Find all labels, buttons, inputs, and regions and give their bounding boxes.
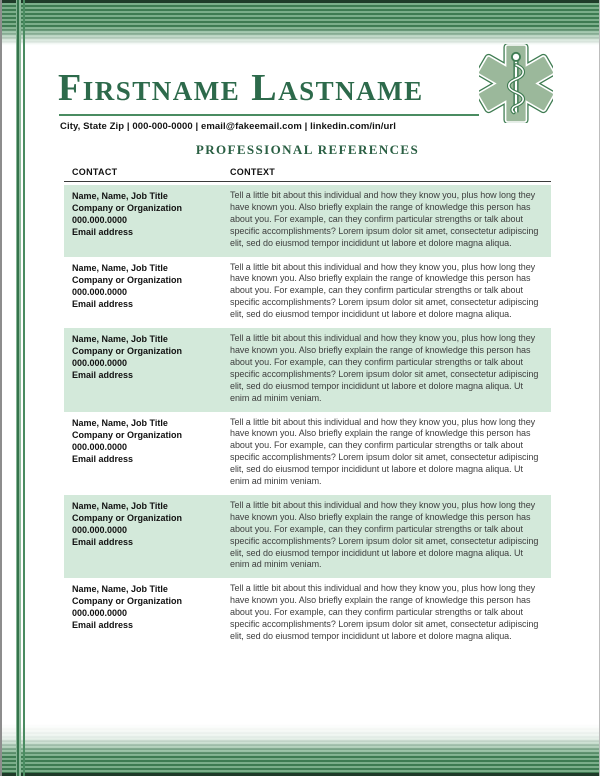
- reference-email: Email address: [72, 227, 134, 237]
- left-border-rule-thick: [16, 0, 21, 776]
- contact-info-line: City, State Zip | 000-000-0000 | email@fakeemail.com | linkedin.com/in/url: [60, 121, 396, 132]
- reference-name: Name, Name, Job Title: [72, 417, 168, 428]
- reference-company: Company or Organization: [72, 203, 183, 213]
- reference-email: Email address: [72, 298, 134, 309]
- reference-company: Company or Organization: [72, 429, 183, 440]
- table-row: [64, 412, 551, 495]
- reference-name: Name, Name, Job Title: [72, 262, 168, 273]
- name-underline-rule: [59, 114, 479, 116]
- reference-company: Company or Organization: [72, 346, 183, 357]
- table-row: [64, 185, 551, 257]
- reference-email: Email address: [72, 620, 134, 631]
- column-header-contact: CONTACT: [72, 167, 118, 177]
- context-cell: Tell a little bit about this individual and how they know you, plus how long they have known you. Also briefly explain the range of knowledge this person has about you. For example, can they confirm particular strengths or talk about specific accomplishments? Lorem ipsum dolor sit amet, consectetur adipiscing elit, sed do eiusmod tempor incididunt ut labore et dolore magna aliqua. Ut enim ad minim veniam.: [230, 333, 539, 403]
- contact-cell: [64, 500, 230, 571]
- contact-cell: [64, 417, 230, 488]
- reference-company: Company or Organization: [72, 596, 183, 607]
- contact-cell: [64, 262, 230, 322]
- left-border-rule-thin: [23, 0, 25, 776]
- context-cell: Tell a little bit about this individual and how they know you, plus how long they have known you. Also briefly explain the range of knowledge this person has about you. For example, can they confirm particular strengths or talk about specific accomplishments? Lorem ipsum dolor sit amet, consectetur adipiscing elit, sed do eiusmod tempor incididunt ut labore et dolore magna aliqua.: [230, 583, 539, 641]
- reference-phone: 000.000.0000: [72, 608, 128, 619]
- top-pinstripe-band: [2, 0, 599, 48]
- reference-phone: 000.000.0000: [72, 441, 128, 452]
- reference-company: Company or Organization: [72, 512, 183, 523]
- person-name: Firstname Lastname: [58, 67, 424, 109]
- context-cell: Tell a little bit about this individual and how they know you, plus how long they have known you. Also briefly explain the range of knowledge this person has about you. For example, can they confirm particular strengths or talk about specific accomplishments? Lorem ipsum dolor sit amet, consectetur adipiscing elit, sed do eiusmod tempor incididunt ut labore et dolore magna aliqua.: [230, 261, 539, 320]
- table-row: [64, 495, 551, 578]
- reference-name: Name, Name, Job Title: [72, 191, 168, 201]
- table-row: [64, 328, 551, 411]
- reference-name: Name, Name, Job Title: [72, 584, 168, 595]
- context-cell: Tell a little bit about this individual and how they know you, plus how long they have known you. Also briefly explain the range of knowledge this person has about you. For example, can they confirm particular strengths or talk about specific accomplishments? Lorem ipsum dolor sit amet, consectetur adipiscing elit, sed do eiusmod tempor incididunt ut labore et dolore magna aliqua. Ut enim ad minim veniam.: [230, 416, 539, 487]
- table-header-row: [64, 167, 551, 182]
- reference-name: Name, Name, Job Title: [72, 500, 168, 511]
- table-row: [64, 257, 551, 329]
- table-row: [64, 578, 551, 650]
- reference-email: Email address: [72, 536, 134, 547]
- reference-email: Email address: [72, 370, 134, 381]
- column-header-context: CONTEXT: [230, 167, 276, 177]
- bottom-pinstripe-band: [2, 724, 599, 776]
- reference-company: Company or Organization: [72, 274, 183, 285]
- contact-cell: [64, 190, 230, 250]
- contact-cell: [64, 333, 230, 404]
- reference-phone: 000.000.0000: [72, 524, 128, 535]
- context-cell: Tell a little bit about this individual and how they know you, plus how long they have known you. Also briefly explain the range of knowledge this person has about you. For example, can they confirm particular strengths or talk about specific accomplishments? Lorem ipsum dolor sit amet, consectetur adipiscing elit, sed do eiusmod tempor incididunt ut labore et dolore magna aliqua.: [230, 190, 539, 248]
- reference-phone: 000.000.0000: [72, 358, 128, 369]
- star-of-life-icon: [479, 44, 553, 128]
- context-cell: Tell a little bit about this individual and how they know you, plus how long they have known you. Also briefly explain the range of knowledge this person has about you. For example, can they confirm particular strengths or talk about specific accomplishments? Lorem ipsum dolor sit amet, consectetur adipiscing elit, sed do eiusmod tempor incididunt ut labore et dolore magna aliqua. Ut enim ad minim veniam.: [230, 499, 539, 570]
- contact-cell: [64, 583, 230, 643]
- page-title: PROFESSIONAL REFERENCES: [195, 142, 420, 157]
- reference-email: Email address: [72, 453, 134, 464]
- reference-phone: 000.000.0000: [72, 286, 128, 297]
- reference-phone: 000.000.0000: [72, 215, 128, 225]
- reference-name: Name, Name, Job Title: [72, 334, 168, 345]
- references-table: [64, 167, 551, 650]
